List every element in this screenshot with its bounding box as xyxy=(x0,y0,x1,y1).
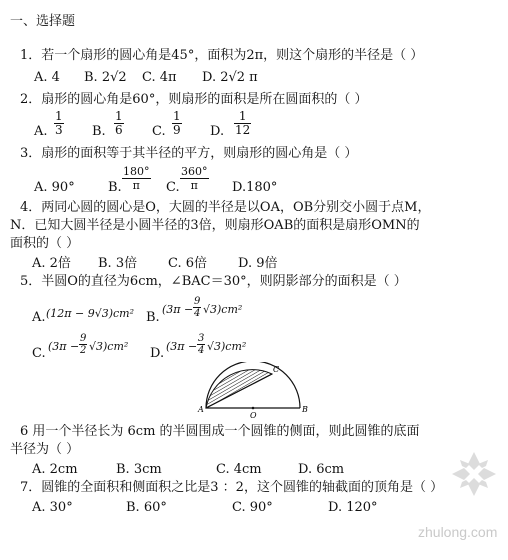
q2-stem: 2．扇形的圆心角是60°，则扇形的面积是所在圆面积的（ ） xyxy=(20,92,368,107)
q5-option-c-letter: C. xyxy=(32,346,46,361)
q3-option-b-fraction xyxy=(122,165,151,192)
q6-option-d: D. 6cm xyxy=(298,462,345,477)
q2-a-num: 1 xyxy=(55,109,63,123)
q3-b-den: π xyxy=(132,179,140,192)
q2-option-b-fraction xyxy=(114,110,124,137)
q7-option-d: D. 120° xyxy=(328,500,378,515)
q1-option-b: B. 2√2 xyxy=(84,70,127,85)
q4-stem-line1: 4．两同心圆的圆心是O，大圆的半径是以OA，OB分别交小圆于点M， xyxy=(20,200,431,215)
q5-option-d-pre: (3π − xyxy=(166,340,198,353)
watermark-logo-icon xyxy=(450,450,498,498)
q1-option-d: D. 2√2 π xyxy=(202,70,258,85)
q5-option-c-pre: (3π − xyxy=(48,340,80,353)
q5-c-den: 2 xyxy=(80,345,87,356)
q2-c-num: 1 xyxy=(173,109,181,123)
q3-option-c-letter: C. xyxy=(166,180,180,195)
q6-option-a: A. 2cm xyxy=(32,462,78,477)
q3-b-num: 180° xyxy=(123,165,150,178)
q4-option-c: C. 6倍 xyxy=(168,256,208,271)
q5-d-num: 3 xyxy=(198,333,205,344)
q5-option-b-post: √3)cm² xyxy=(203,303,243,316)
q1-stem: 1．若一个扇形的圆心角是45°，面积为2π，则这个扇形的半径是（ ） xyxy=(20,48,424,63)
q2-c-den: 9 xyxy=(173,123,181,137)
q7-option-b: B. 60° xyxy=(126,500,167,515)
label-c: C xyxy=(273,365,280,374)
q3-option-b-letter: B. xyxy=(108,180,122,195)
q2-option-c-letter: C. xyxy=(152,124,166,139)
label-o: O xyxy=(250,411,257,420)
q5-option-c-fraction xyxy=(79,333,87,356)
label-b: B xyxy=(302,405,308,414)
q2-a-den: 3 xyxy=(55,123,63,137)
q5-option-b-pre: (3π − xyxy=(162,303,194,316)
q5-b-num: 9 xyxy=(194,296,201,307)
q4-stem-line2: N．已知大圆半径是小圆半径的3倍，则扇形OAB的面积是扇形OMN的 xyxy=(10,218,420,233)
center-point xyxy=(252,407,255,410)
q5-option-a-letter: A. xyxy=(32,310,46,325)
q4-option-b: B. 3倍 xyxy=(98,256,138,271)
q3-option-a: A. 90° xyxy=(34,180,75,195)
q4-option-a: A. 2倍 xyxy=(32,256,71,271)
q2-option-c-fraction xyxy=(172,110,182,137)
q2-b-num: 1 xyxy=(115,109,123,123)
q4-stem-line3: 面积的（ ） xyxy=(10,236,80,251)
q2-option-b-letter: B. xyxy=(92,124,106,139)
q7-stem: 7．圆锥的全面积和侧面积之比是3 ：2，这个圆锥的轴截面的顶角是（ ） xyxy=(20,480,444,495)
q5-option-b-fraction xyxy=(193,296,201,319)
q5-option-a-expr: (12π − 9√3)cm² xyxy=(46,307,135,320)
label-a: A xyxy=(198,405,204,414)
q1-option-c: C. 4π xyxy=(142,70,177,85)
q5-option-d-fraction xyxy=(197,333,205,356)
watermark-text: zhulong.com xyxy=(418,524,498,540)
q2-d-den: 12 xyxy=(235,123,251,137)
q4-option-d: D. 9倍 xyxy=(238,256,278,271)
q5-option-d-letter: D. xyxy=(150,346,165,361)
q2-option-d-fraction xyxy=(234,110,251,137)
q5-option-b-letter: B. xyxy=(146,310,160,325)
q6-option-c: C. 4cm xyxy=(216,462,262,477)
q7-option-a: A. 30° xyxy=(32,500,73,515)
q5-stem: 5．半圆O的直径为6cm，∠BAC＝30°，则阴影部分的面积是（ ） xyxy=(20,274,407,289)
q7-option-c: C. 90° xyxy=(232,500,273,515)
q2-b-den: 6 xyxy=(115,123,123,137)
q5-c-num: 9 xyxy=(80,333,87,344)
q2-d-num: 1 xyxy=(238,109,247,123)
semicircle-figure xyxy=(196,362,310,420)
q5-option-d-post: √3)cm² xyxy=(207,340,247,353)
q2-option-a-letter: A. xyxy=(34,124,48,139)
q3-c-den: π xyxy=(190,179,198,192)
q5-option-c-post: √3)cm² xyxy=(89,340,129,353)
q3-c-num: 360° xyxy=(181,165,208,178)
q2-option-a-fraction xyxy=(54,110,64,137)
q6-stem-line2: 半径为（ ） xyxy=(10,442,80,457)
q2-option-d-letter: D. xyxy=(210,124,225,139)
q6-option-b: B. 3cm xyxy=(116,462,162,477)
section-title: 一、选择题 xyxy=(10,14,76,29)
q3-option-d: D.180° xyxy=(232,180,278,195)
q5-d-den: 4 xyxy=(198,345,205,356)
q3-stem: 3．扇形的面积等于其半径的平方，则扇形的圆心角是（ ） xyxy=(20,146,358,161)
q1-option-a: A. 4 xyxy=(34,70,60,85)
q6-stem-line1: 6 用一个半径长为 6cm 的半圆围成一个圆锥的侧面，则此圆锥的底面 xyxy=(20,424,420,439)
q3-option-c-fraction xyxy=(180,165,209,192)
q5-b-den: 4 xyxy=(194,308,201,319)
